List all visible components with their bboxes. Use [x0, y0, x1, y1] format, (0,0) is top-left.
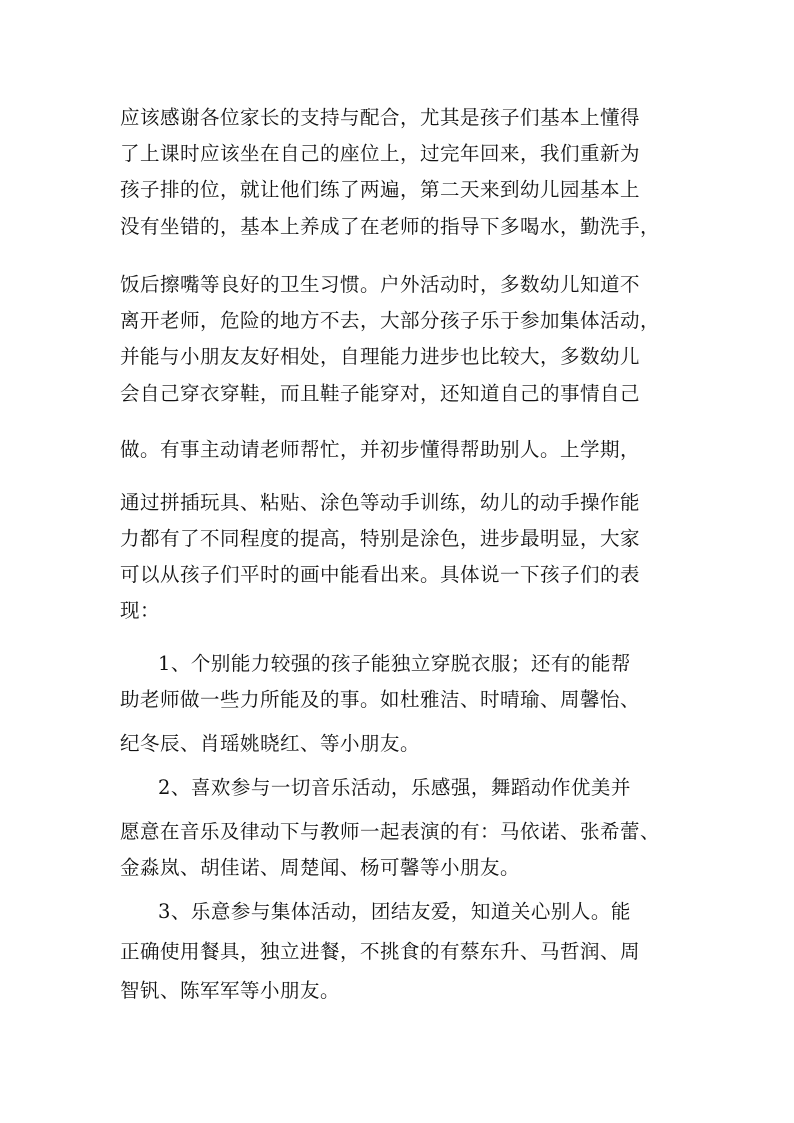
list-item-2-line: 金淼岚、胡佳诺、周楚闻、杨可馨等小朋友。 [120, 856, 521, 879]
paragraph-line: 力都有了不同程度的提高，特别是涂色，进步最明显，大家 [120, 527, 641, 550]
paragraph-line: 孩子排的位，就让他们练了两遍，第二天来到幼儿园基本上 [120, 178, 641, 201]
paragraph-line: 了上课时应该坐在自己的座位上，过完年回来，我们重新为 [120, 142, 641, 165]
paragraph-line: 饭后擦嘴等良好的卫生习惯。户外活动时，多数幼儿知道不 [120, 273, 641, 296]
paragraph-line: 可以从孩子们平时的画中能看出来。具体说一下孩子们的表 [120, 563, 641, 586]
list-item-2-line: 2、喜欢参与一切音乐活动，乐感强，舞蹈动作优美并 [158, 776, 631, 799]
list-item-1-line: 1、个别能力较强的孩子能独立穿脱衣服；还有的能帮 [158, 652, 631, 675]
paragraph-line: 做。有事主动请老师帮忙，并初步懂得帮助别人。上学期， [120, 438, 641, 461]
paragraph-line: 现： [120, 599, 161, 622]
list-item-1-line: 助老师做一些力所能及的事。如杜雅洁、时晴瑜、周馨怡、 [120, 688, 641, 711]
paragraph-line: 并能与小朋友友好相处，自理能力进步也比较大，多数幼儿 [120, 345, 641, 368]
paragraph-line: 会自己穿衣穿鞋，而且鞋子能穿对，还知道自己的事情自己 [120, 382, 641, 405]
list-item-3-line: 3、乐意参与集体活动，团结友爱，知道关心别人。能 [158, 900, 631, 923]
list-item-1-line: 纪冬辰、肖瑶姚晓红、等小朋友。 [120, 732, 421, 755]
list-item-2-line: 愿意在音乐及律动下与教师一起表演的有：马依诺、张希蕾、 [120, 820, 661, 843]
list-item-3-line: 正确使用餐具，独立进餐，不挑食的有蔡东升、马哲润、周 [120, 940, 641, 963]
list-item-3-line: 智钒、陈军军等小朋友。 [120, 979, 341, 1002]
paragraph-line: 没有坐错的，基本上养成了在老师的指导下多喝水，勤洗手， [120, 215, 661, 238]
paragraph-line: 通过拼插玩具、粘贴、涂色等动手训练，幼儿的动手操作能 [120, 491, 641, 514]
paragraph-line: 应该感谢各位家长的支持与配合，尤其是孩子们基本上懂得 [120, 106, 641, 129]
paragraph-line: 离开老师，危险的地方不去，大部分孩子乐于参加集体活动， [120, 309, 661, 332]
